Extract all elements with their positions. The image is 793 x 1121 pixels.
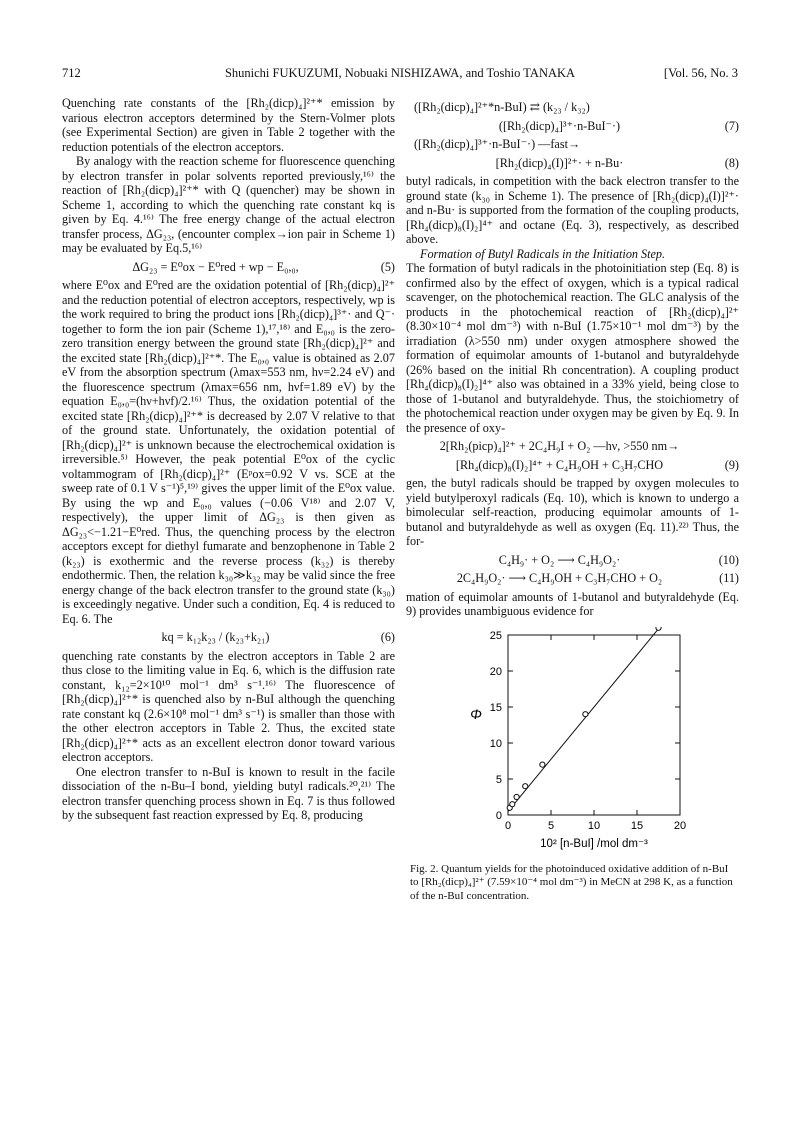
left-column	[62, 96, 395, 823]
equation-number: (10)	[718, 552, 739, 567]
equation-body: [Rh₂(dicp)₄(I)]²⁺· + n-Bu·	[495, 155, 624, 170]
equation-6	[62, 630, 395, 645]
equation-number: (8)	[724, 155, 739, 170]
figure-caption: Fig. 2. Quantum yields for the photoinduced oxidative addition of n-BuI to [Rh₂(dicp)₄]²⁺ (7.59×10⁻⁴ mol dm⁻³) in MeCN at 298 K, as a function of the n-BuI concentration.	[410, 862, 733, 902]
data-point	[523, 783, 528, 788]
data-point	[510, 801, 515, 806]
equation-body: ([Rh₂(dicp)₄]³⁺·n-BuI⁻·)	[498, 118, 621, 133]
equation-9-line1	[406, 439, 739, 454]
paragraph: One electron transfer to n-BuI is known to result in the facile dissociation of the n-Bu–I bond, yielding butyl radicals.²⁰,²¹⁾ The electron transfer quenching process shown in Eq. 7 is thus followed by the subsequent fast reaction expressed by Eq. 8, producing	[62, 764, 395, 822]
paragraph: butyl radicals, in competition with the back electron transfer to the ground state (k₃₀ in Scheme 1). The presence of [Rh₂(dicp)₄(I)]²⁺· and n-Bu· is supported from the formation of the coupling products, [Rh₄(dicp)₈(I)₂]⁴⁺ and octane (Eq. 3), respectively, as described above.	[406, 174, 739, 246]
equation-number: (11)	[719, 571, 739, 585]
figure-2	[418, 627, 718, 859]
equation-10	[406, 553, 739, 568]
paragraph: gen, the butyl radicals should be trapped by oxygen molecules to yield butylperoxyl radicals (Eq. 10), which is known to undergo a bimolecular self-reaction, producing equimolar amounts of 1-butanol and butyraldehyde as well as oxygen (Eq. 11).²²⁾ Thus, the for-	[406, 476, 739, 548]
equation-body: ([Rh₂(dicp)₄]²⁺*n-BuI) ⇄ (k₂₃ / k₃₂)	[414, 100, 590, 114]
quantum-yield-chart	[418, 627, 718, 859]
equation-body: ΔG₂₃ = E⁰ox − E⁰red + wp − E₀,₀,	[132, 259, 299, 274]
x-tick-label: 20	[673, 819, 687, 832]
equation-number: (9)	[724, 457, 739, 472]
right-column	[406, 96, 739, 903]
paragraph: The formation of butyl radicals in the photoinitiation step (Eq. 8) is confirmed also by the effect of oxygen, which is a typical radical scavenger, on the photochemical reaction. The GLC analysis of the products in the photochemical reaction of [Rh₂(dicp)₄]²⁺ (8.30×10⁻⁴ mol dm⁻³) with n-BuI (1.75×10⁻¹ mol dm⁻³) by the irradiation (λ>550 nm) under oxygen atmosphere showed the formation of equimolar amounts of 1-butanol and butyraldehyde (26% based on the initial Rh concentration). A coupling product [Rh₄(dicp)₈(I)₂]⁴⁺ also was obtained in a 33% yield, being close to those of 1-butanol and butyraldehyde. Thus, the stoichiometry of the photochemical reaction under oxygen may be given by Eq. 9. In the presence of oxy-	[406, 261, 739, 435]
data-point	[583, 711, 588, 716]
y-tick-label: 0	[495, 809, 502, 822]
y-tick-label: 15	[489, 701, 502, 714]
x-tick-label: 5	[547, 819, 555, 832]
x-tick-label: 0	[504, 819, 512, 832]
x-tick-label: 15	[630, 819, 644, 832]
equation-5	[62, 260, 395, 275]
plot-frame	[508, 635, 680, 815]
equation-8-line2	[406, 156, 739, 171]
paragraph: By analogy with the reaction scheme for fluorescence quenching by electron transfer in polar solvents reported previously,¹⁶⁾ the reaction of [Rh₂(dicp)₄]²⁺* with Q (quencher) may be shown in Scheme 1, according to which the quenching rate constant kq is given by Eq. 4.¹⁶⁾ The free energy change of the actual electron transfer process, ΔG₂₃, (encounter complex→ion pair in Scheme 1) may be evaluated by Eq.5,¹⁶⁾	[62, 154, 395, 255]
equation-body: ([Rh₂(dicp)₄]³⁺·n-BuI⁻·) —fast→	[414, 137, 581, 151]
equation-7-line1	[406, 100, 739, 115]
paragraph: quenching rate constants by the electron acceptors in Table 2 are thus close to the limiting value in Eq. 6, which is the diffusion rate constant, k₁₂=2×10¹⁰ mol⁻¹ dm³ s⁻¹.¹⁶⁾ The fluorescence of [Rh₂(dicp)₄]²⁺* is quenched also by n-BuI although the quenching rate constant kq (2.6×10⁸ mol⁻¹ dm³ s⁻¹) is smaller than those with the other electron acceptors in Table 2. Thus, the excited state [Rh₂(dicp)₄]²⁺* acts as an excellent electron donor toward various electron acceptors.	[62, 648, 395, 764]
data-point	[656, 627, 661, 630]
equation-body: 2C₄H₉O₂· ⟶ C₄H₉OH + C₃H₇CHO + O₂	[456, 571, 663, 585]
y-tick-label: 25	[489, 629, 502, 642]
y-tick-label: 5	[495, 773, 502, 786]
equation-number: (7)	[724, 118, 739, 133]
running-authors: Shunichi FUKUZUMI, Nobuaki NISHIZAWA, and Toshio TANAKA	[224, 66, 576, 80]
equation-body: C₄H₉· + O₂ ⟶ C₄H₉O₂·	[498, 552, 621, 567]
paragraph: mation of equimolar amounts of 1-butanol and butyraldehyde (Eq. 9) provides unambiguous evidence for	[406, 589, 739, 618]
y-axis-label: Φ	[470, 705, 482, 722]
fit-line	[508, 627, 661, 811]
equation-8-line1	[406, 137, 739, 152]
equation-number: (6)	[380, 630, 395, 644]
paragraph: Quenching rate constants of the [Rh₂(dicp)₄]²⁺* emission by various electron acceptors determined by the Stern-Volmer plots (see Experimental Section) are given in Table 2 together with the reduction potentials of the electron acceptors.	[62, 96, 395, 154]
x-axis-label: 10² [n-BuI] /mol dm⁻³	[540, 837, 648, 850]
data-point	[540, 762, 545, 767]
equation-9-line2	[406, 458, 739, 473]
equation-body: kq = k₁₂k₂₃ / (k₂₃+k₂₁)	[161, 630, 270, 644]
paragraph: where E⁰ox and E⁰red are the oxidation potential of [Rh₂(dicp)₄]²⁺ and the reduction potential of electron acceptors, respectively, wp is the work required to bring the product ions [Rh₂(dicp)₄]³⁺· and Q⁻· together to form the ion pair (Scheme 1),¹⁷,¹⁸⁾ and E₀,₀ is the zero-zero transition energy between the ground state [Rh₂(dicp)₄]²⁺ and the excited state [Rh₂(dicp)₄]²⁺*. The E₀,₀ value is obtained as 2.07 eV from the absorption spectrum (λmax=553 nm, hν=2.24 eV) and the fluorescence spectrum (λmax=656 nm, hνf=1.89 eV) by the equation E₀,₀=(hν+hνf)/2.¹⁶⁾ Thus, the oxidation potential of the excited state [Rh₂(dicp)₄]²⁺* is decreased by 2.07 V relative to that of the ground state. Unfortunately, the oxidation potential of [Rh₂(dicp)₄]²⁺ is unknown because the electrochemical oxidation is irreversible.⁵⁾ However, the peak potential E⁰ox of the cyclic voltammogram of [Rh₂(dicp)₄]²⁺ (Eᵖox=0.92 V vs. SCE at the sweep rate of 0.1 V s⁻¹)⁵,¹⁹⁾ gives the upper limit of the E⁰ox value. By using the wp and E₀,₀ values (−0.06 V¹⁸⁾ and 2.07 V, respectively), the upper limit of ΔG₂₃ is then given as ΔG₂₃<−1.21−E⁰red. Thus, the quenching process by the electron acceptors except for diethyl fumarate and benzophenone in Table 2 (k₂₃) is exothermic and the reverse process (k₃₂) is thereby endothermic. Then, the relation k₃₀≫k₃₂ may be valid since the free energy change of the back electron transfer to the ground state (k₃₀) is exceedingly negative. Under such a condition, Eq. 4 is reduced to Eq. 6. The	[62, 278, 395, 626]
equation-number: (5)	[380, 259, 395, 274]
equation-7-line2	[406, 119, 739, 134]
equation-body: [Rh₄(dicp)₈(I)₂]⁴⁺ + C₄H₉OH + C₃H₇CHO	[455, 457, 664, 472]
data-point	[514, 794, 519, 799]
y-tick-label: 20	[489, 665, 502, 678]
equation-body: 2[Rh₂(picp)₄]²⁺ + 2C₄H₉I + O₂ —hν, >550 nm→	[439, 439, 680, 453]
y-tick-label: 10	[489, 737, 502, 750]
section-heading: Formation of Butyl Radicals in the Initiation Step.	[420, 246, 666, 261]
equation-11	[406, 571, 739, 586]
page-number: 712	[62, 66, 81, 80]
x-tick-label: 10	[587, 819, 601, 832]
volume-info: [Vol. 56, No. 3	[663, 66, 738, 80]
